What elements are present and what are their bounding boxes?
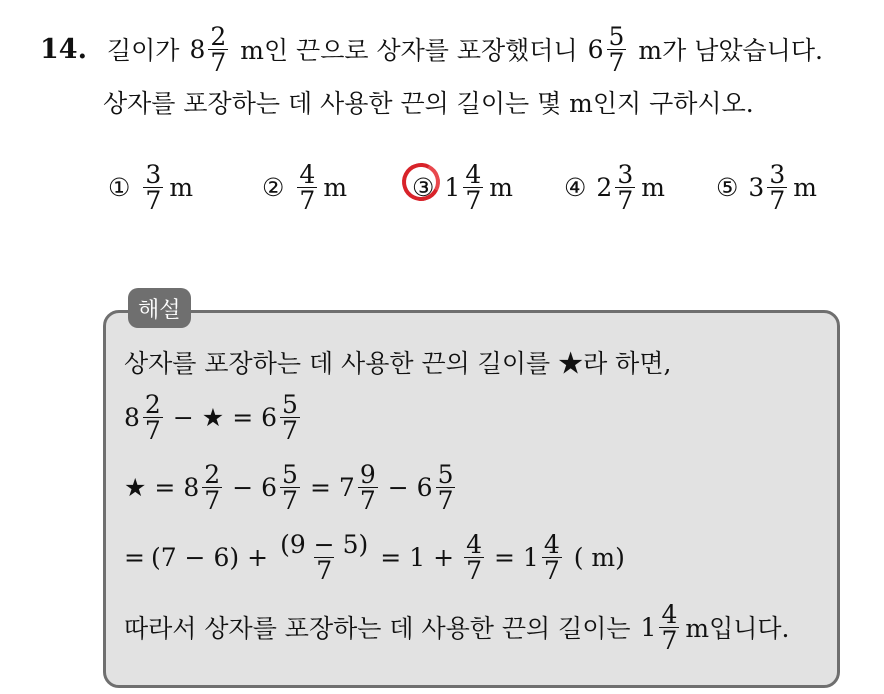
choice-2[interactable]: ② $\frac{4}{7}$ m [262, 159, 348, 215]
solution-equation-1: 8 $\frac{2}{7}$ − ★ = 6 $\frac{5}{7}$ [124, 389, 298, 445]
choice-1[interactable]: ① $\frac{3}{7}$ m [108, 159, 194, 215]
fraction: $\frac{4}{7}$ [299, 159, 316, 215]
fraction: $\frac{(9 - 5)}{7}$ [280, 529, 369, 585]
question-line-1 [40, 18, 823, 80]
fraction: $\frac{9}{7}$ [359, 459, 376, 515]
choice-number: ⑤ [716, 172, 739, 202]
choice-number: ④ [564, 172, 587, 202]
star-symbol: ★ [124, 472, 147, 502]
fraction: $\frac{5}{7}$ [608, 21, 625, 77]
solution-equation-3: = (7 − 6) + $\frac{(9 - 5)}{7}$ = 1 + $\frac{4}{7}$ = 1 $\frac{4}{7}$ ( m) [124, 529, 625, 585]
mixed-whole: 8 [189, 34, 206, 64]
fraction: $\frac{3}{7}$ [145, 159, 162, 215]
fraction: $\frac{3}{7}$ [617, 159, 634, 215]
selected-circle-mark [397, 158, 445, 206]
fraction: $\frac{3}{7}$ [769, 159, 786, 215]
question-text-part1: 길이가 [106, 36, 180, 65]
fraction: $\frac{4}{7}$ [661, 599, 678, 655]
fraction: $\frac{4}{7}$ [543, 529, 560, 585]
solution-tag: 해설 [128, 288, 191, 328]
choice-number: ② [262, 172, 285, 202]
fraction: $\frac{5}{7}$ [282, 459, 298, 515]
fraction: $\frac{4}{7}$ [466, 529, 482, 585]
choice-4[interactable]: ④ 2 $\frac{3}{7}$ m [564, 159, 665, 215]
mixed-whole: 6 [587, 34, 604, 64]
choice-3[interactable]: ③ 1 $\frac{4}{7}$ m [412, 152, 513, 222]
fraction: $\frac{2}{7}$ [144, 389, 161, 445]
fraction: $\frac{5}{7}$ [282, 389, 298, 445]
solution-line-1: 상자를 포장하는 데 사용한 끈의 길이를 ★라 하면, [124, 349, 672, 378]
fraction: $\frac{5}{7}$ [437, 459, 454, 515]
choice-number: ③ [412, 173, 434, 202]
fraction: $\frac{2}{7}$ [210, 21, 227, 77]
solution-final-line: 따라서 상자를 포장하는 데 사용한 끈의 길이는 1 $\frac{4}{7}$ m입니다. [124, 599, 790, 655]
solution-equation-2: ★ = 8 $\frac{2}{7}$ − 6 $\frac{5}{7}$ = 7 $\frac{9}{7}$ − 6 $\frac{5}{7}$ [124, 459, 454, 515]
question-number: 14. [40, 33, 87, 65]
choice-5[interactable]: ⑤ 3 $\frac{3}{7}$ m [716, 159, 817, 215]
star-symbol: ★ [201, 402, 225, 432]
choice-number: ① [108, 172, 131, 202]
question-text-part3: m가 남았습니다. [638, 36, 823, 65]
fraction: $\frac{4}{7}$ [465, 159, 482, 215]
question-text-part2: m인 끈으로 상자를 포장했더니 [240, 36, 578, 65]
question-line-2: 상자를 포장하는 데 사용한 끈의 길이는 몇 m인지 구하시오. [103, 89, 754, 118]
answer-choices [0, 152, 884, 222]
fraction: $\frac{2}{7}$ [204, 459, 221, 515]
